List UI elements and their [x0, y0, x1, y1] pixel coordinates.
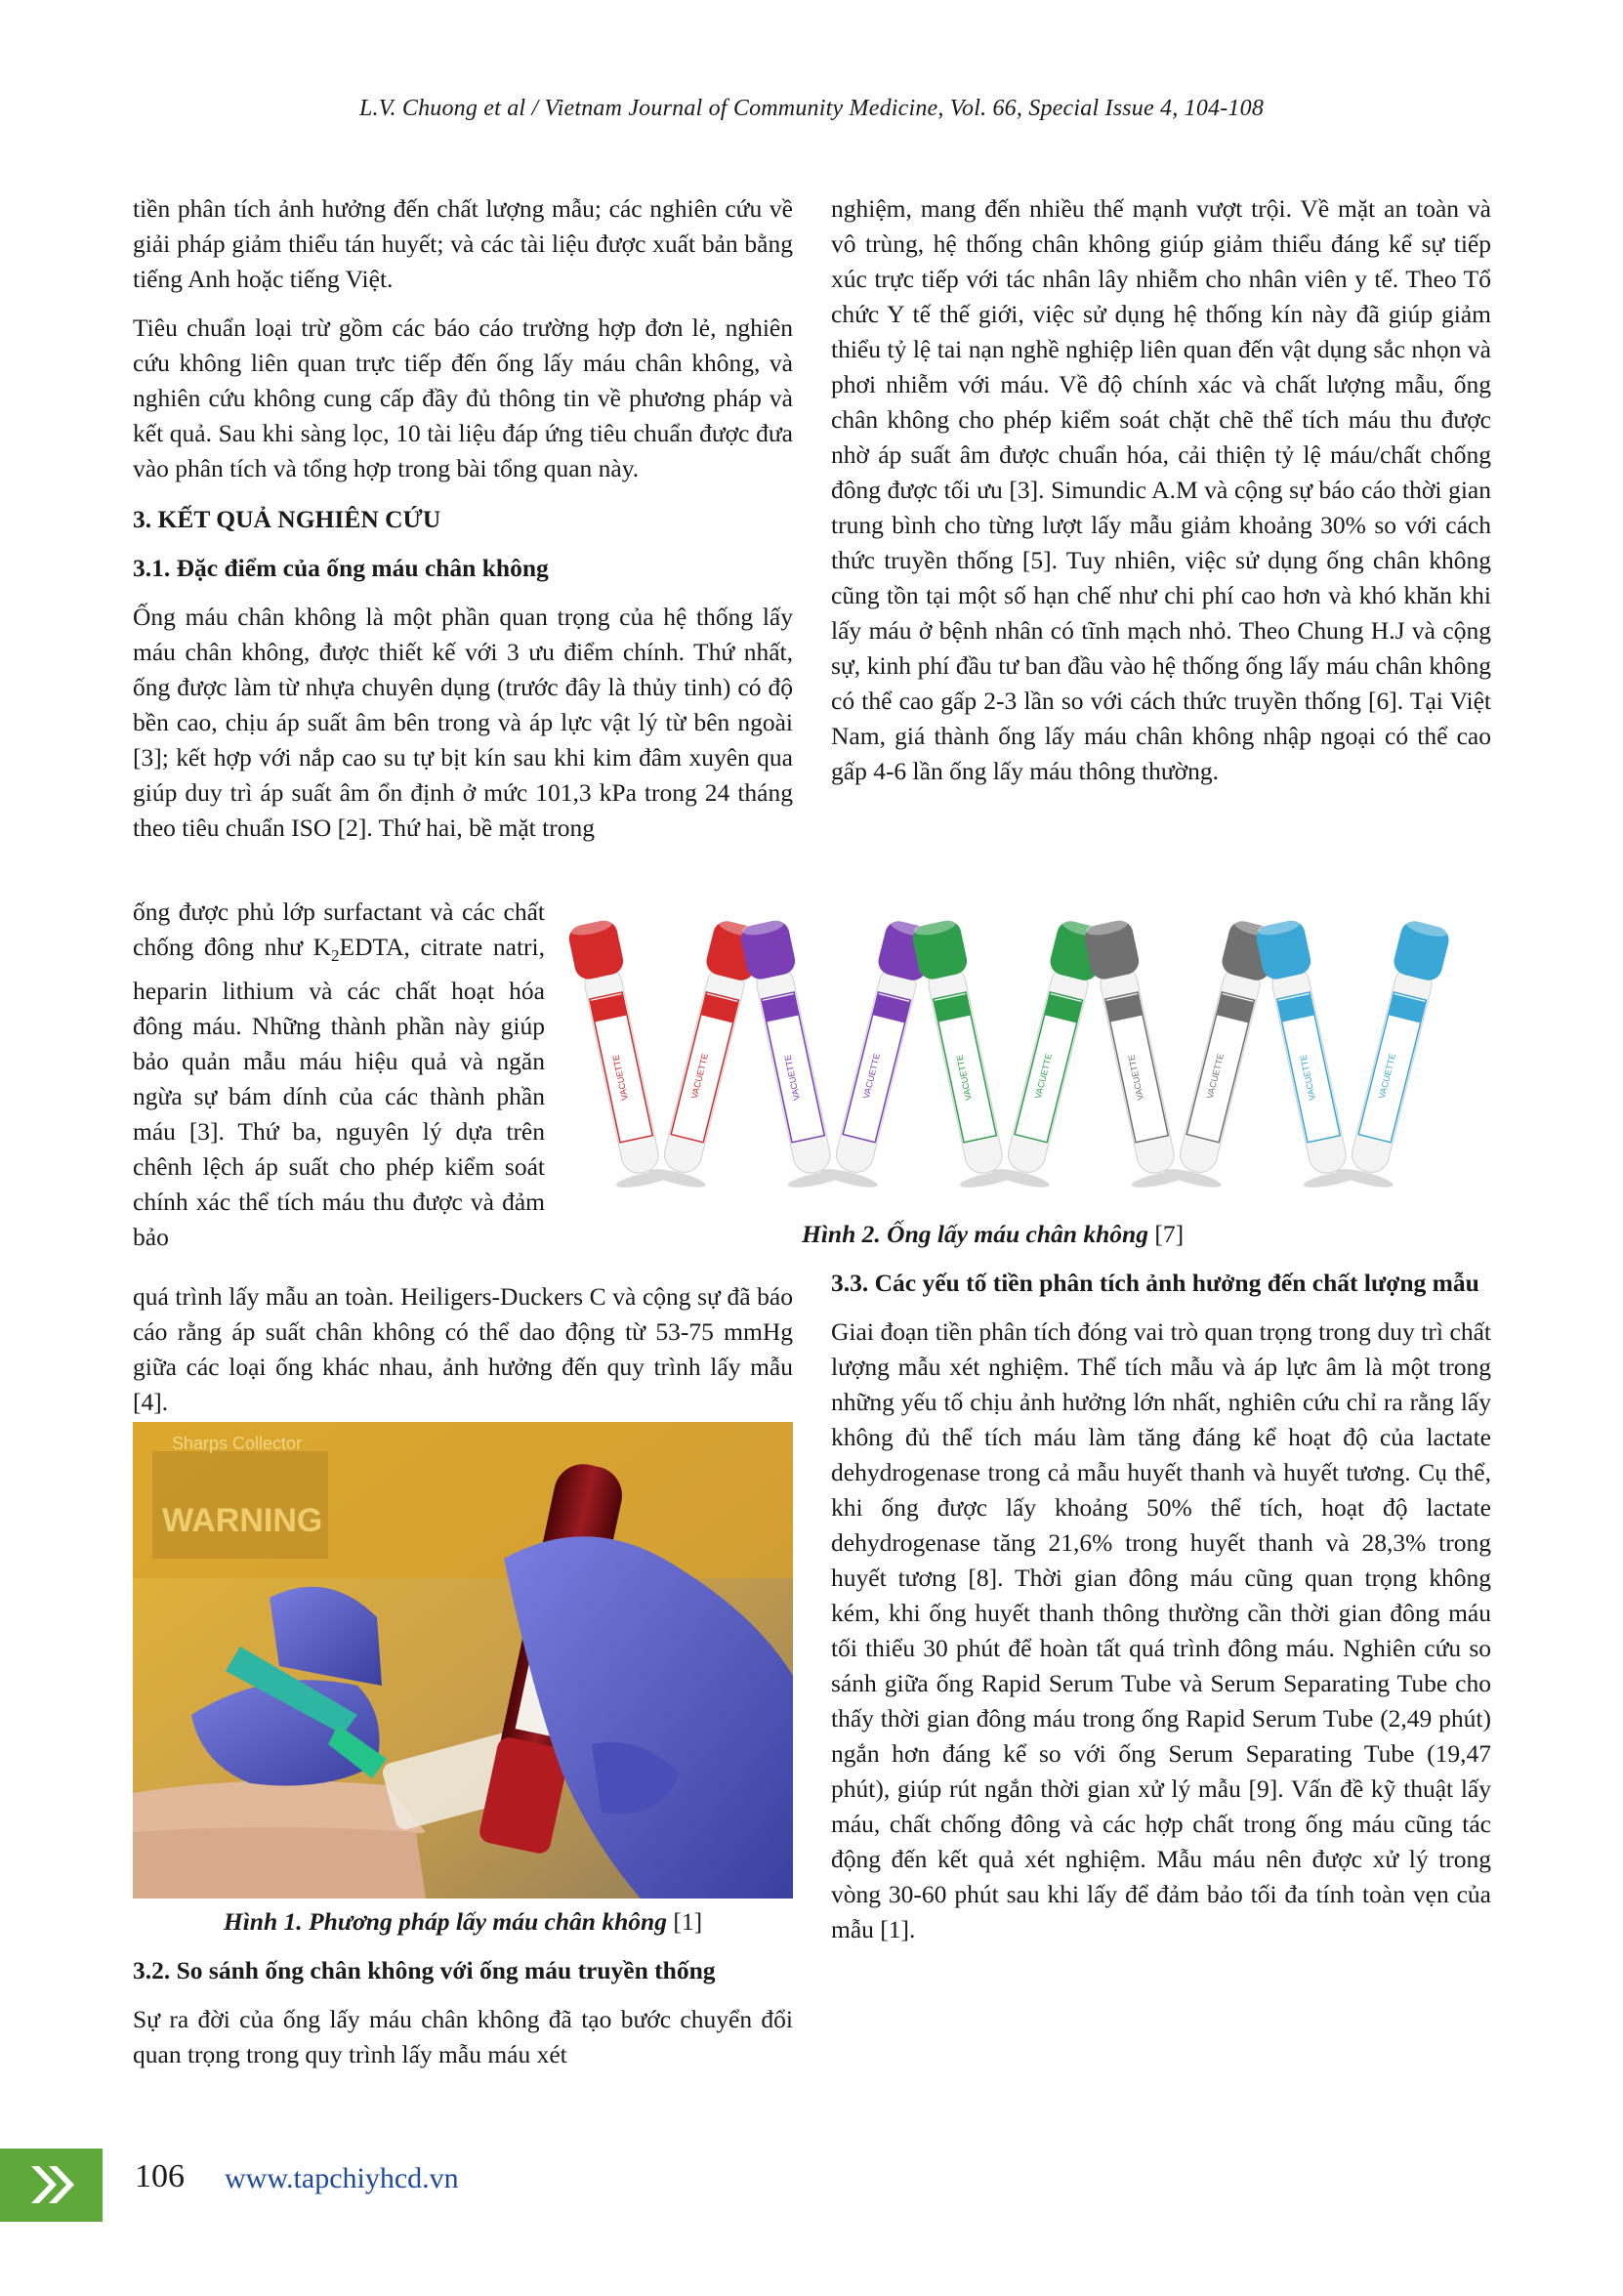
journal-url-link[interactable]: www.tapchiyhcd.vn — [225, 2162, 459, 2194]
paragraph-preanalytical: Giai đoạn tiền phân tích đóng vai trò quan trọng trong duy trì chất lượng mẫu xét nghiệm. Thể tích mẫu và áp lực âm là một trong những yếu tố chịu ảnh hưởng lớn nhất, nghiên cứu chỉ ra rằng lấy không đủ thể tích máu làm tăng đáng kể hoạt độ của lactate dehydrogenase trong cả mẫu huyết thanh và huyết tương. Cụ thể, khi ống được lấy khoảng 50% thể tích, hoạt độ lactate dehydrogenase tăng 21,6% trong huyết thanh và 28,3% trong huyết tương [8]. Thời gian đông máu cũng quan trọng không kém, khi ống huyết thanh thông thường cần thời gian đông máu tối thiểu 30 phút để hoàn tất quá trình đông máu. Nghiên cứu so sánh giữa ống Rapid Serum Tube và Serum Separating Tube cho thấy thời gian đông máu trong ống Rapid Serum Tube (2,49 phút) ngắn hơn đáng kể so với ống Serum Separating Tube (19,47 phút), giúp rút ngắn thời gian xử lý mẫu [9]. Vấn đề kỹ thuật lấy máu, chất chống đông và các hợp chất trong ống máu cũng tác động đến kết quả xét nghiệm. Mẫu máu nên được xử lý trong vòng 30-60 phút sau khi lấy để đảm bảo tối đa tính toàn vẹn của mẫu [1]. — [831, 1317, 1491, 1943]
paragraph-tube-characteristics-wrap: ống được phủ lớp surfactant và các chất chống đông như $K_2EDTA$, citrate natri, heparin lithium và các chất hoạt hóa đông máu. Những thành phần này giúp bảo quản mẫu máu hiệu quả và ngăn ngừa sự bám dính của các thành phần máu [3]. Thứ ba, nguyên lý dựa trên chênh lệch áp suất cho phép kiểm soát chính xác thể tích máu thu được và đảm bảo — [133, 898, 545, 1252]
left-column-continued — [133, 1279, 793, 1420]
page-number: 106 — [135, 2158, 185, 2194]
subsection-heading-3-3: 3.3. Các yếu tố tiền phân tích ảnh hưởng đến chất lượng mẫu — [831, 1269, 1479, 1297]
sharps-collector-text: Sharps Collector — [172, 1434, 303, 1453]
figure-1-caption: Hình 1. Phương pháp lấy máu chân không [1] — [223, 1907, 703, 1936]
paragraph-exclusion: Tiêu chuẩn loại trừ gồm các báo cáo trường hợp đơn lẻ, nghiên cứu không liên quan trực tiếp đến ống lấy máu chân không, và nghiên cứu không cung cấp đầy đủ thông tin về phương pháp và kết quả. Sau khi sàng lọc, 10 tài liệu đáp ứng tiêu chuẩn được đưa vào phân tích và tổng hợp trong bài tổng quan này. — [133, 313, 793, 482]
figure-2-caption: Hình 2. Ống lấy máu chân không [7] — [802, 1220, 1185, 1248]
running-header: L.V. Chuong et al / Vietnam Journal of Community Medicine, Vol. 66, Special Issue 4, 104-108 — [358, 96, 1265, 121]
vacuum-tube — [1249, 914, 1362, 1190]
vacuum-tube — [566, 914, 675, 1190]
tube-label: VACUETTE — [782, 1054, 802, 1102]
paragraph-tube-characteristics: Ống máu chân không là một phần quan trọng của hệ thống lấy máu chân không, được thiết kế với 3 ưu điểm chính. Thứ nhất, ống được làm từ nhựa chuyên dụng (trước đây là thủy tinh) có độ bền cao, chịu áp suất âm bên trong và áp lực vật lý từ bên ngoài [3]; kết hợp với nắp cao su tự bịt kín sau khi kim đâm xuyên qua giúp duy trì áp suất âm ổn định ở mức 101,3 kPa trong 24 tháng theo tiêu chuẩn ISO [2]. Thứ hai, bề mặt trong — [133, 603, 793, 842]
paragraph-comparison: nghiệm, mang đến nhiều thế mạnh vượt trội. Về mặt an toàn và vô trùng, hệ thống chân không giúp giảm thiểu đáng kể sự tiếp xúc trực tiếp với tác nhân lây nhiễm cho nhân viên y tế. Theo Tổ chức Y tế thế giới, việc sử dụng hệ thống kín này đã giúp giảm thiểu tỷ lệ tai nạn nghề nghiệp liên quan đến vật dụng sắc nhọn và phơi nhiễm với máu. Về độ chính xác và chất lượng mẫu, ống chân không cho phép kiểm soát chặt chẽ thể tích máu thu được nhờ áp suất âm được chuẩn hóa, cải thiện tỷ lệ máu/chất chống đông được tối ưu [3]. Simundic A.M và cộng sự báo cáo thời gian trung bình cho từng lượt lấy mẫu giảm khoảng 30% so với cách thức truyền thống [5]. Tuy nhiên, việc sử dụng ống chân không cũng tồn tại một số hạn chế như chi phí cao hơn và khó khăn khi lấy máu ở bệnh nhân có tĩnh mạch nhỏ. Theo Chung H.J và cộng sự, kinh phí đầu tư ban đầu vào hệ thống ống lấy máu chân không có thể cao gấp 2-3 lần so với cách thức truyền thống [6]. Tại Việt Nam, giá thành ống lấy máu chân không nhập ngoại có thể cao gấp 4-6 lần ống lấy máu thông thường. — [831, 194, 1491, 785]
left-wrap-column — [133, 895, 545, 1255]
right-column-bottom — [802, 1217, 1491, 1947]
blood-draw-illustration — [133, 1422, 793, 1899]
left-column — [133, 191, 793, 846]
tube-label: VACUETTE — [1204, 1052, 1227, 1101]
right-column — [831, 191, 1491, 789]
vacuum-tubes-illustration — [566, 906, 1490, 1209]
paragraph-inclusion-end: tiền phân tích ảnh hưởng đến chất lượng mẫu; các nghiên cứu về giải pháp giảm thiểu tán huyết; và các tài liệu được xuất bản bằng tiếng Anh hoặc tiếng Việt. — [133, 194, 793, 293]
chevron-icon — [0, 2149, 103, 2222]
tube-label: VACUETTE — [610, 1054, 630, 1102]
vacuum-tube — [1335, 914, 1457, 1190]
footer-accent-bar — [0, 2149, 103, 2222]
subsection-heading-3-1: 3.1. Đặc điểm của ống máu chân không — [133, 554, 549, 582]
figure-2-tubes — [566, 906, 1490, 1209]
figure-1-photo — [133, 1422, 793, 1899]
subsection-heading-3-2: 3.2. So sánh ống chân không với ống máu truyền thống — [133, 1956, 716, 1984]
vacuum-tube — [1077, 914, 1190, 1190]
paragraph-tube-characteristics-end: quá trình lấy mẫu an toàn. Heiligers-Duckers C và cộng sự đã báo cáo rằng áp suất chân không có thể dao động từ 53-75 mmHg giữa các loại ống khác nhau, ảnh hưởng đến quy trình lấy mẫu [4]. — [133, 1282, 793, 1416]
tube-label: VACUETTE — [1298, 1054, 1317, 1102]
paragraph-comparison-start: Sự ra đời của ống lấy máu chân không đã tạo bước chuyển đổi quan trọng trong quy trình lấy mẫu máu xét — [133, 2005, 793, 2068]
section-heading-results: 3. KẾT QUẢ NGHIÊN CỨU — [133, 505, 441, 533]
tube-label: VACUETTE — [1376, 1052, 1398, 1101]
left-column-bottom — [133, 1904, 793, 2072]
tube-label: VACUETTE — [954, 1054, 974, 1102]
tube-label: VACUETTE — [1032, 1052, 1055, 1101]
tube-label: VACUETTE — [860, 1052, 883, 1101]
vacuum-tube — [905, 914, 1019, 1190]
vacuum-tube — [733, 914, 847, 1190]
warning-sign-text: WARNING — [162, 1502, 323, 1539]
tube-label: VACUETTE — [1126, 1054, 1145, 1102]
tube-label: VACUETTE — [688, 1052, 711, 1101]
